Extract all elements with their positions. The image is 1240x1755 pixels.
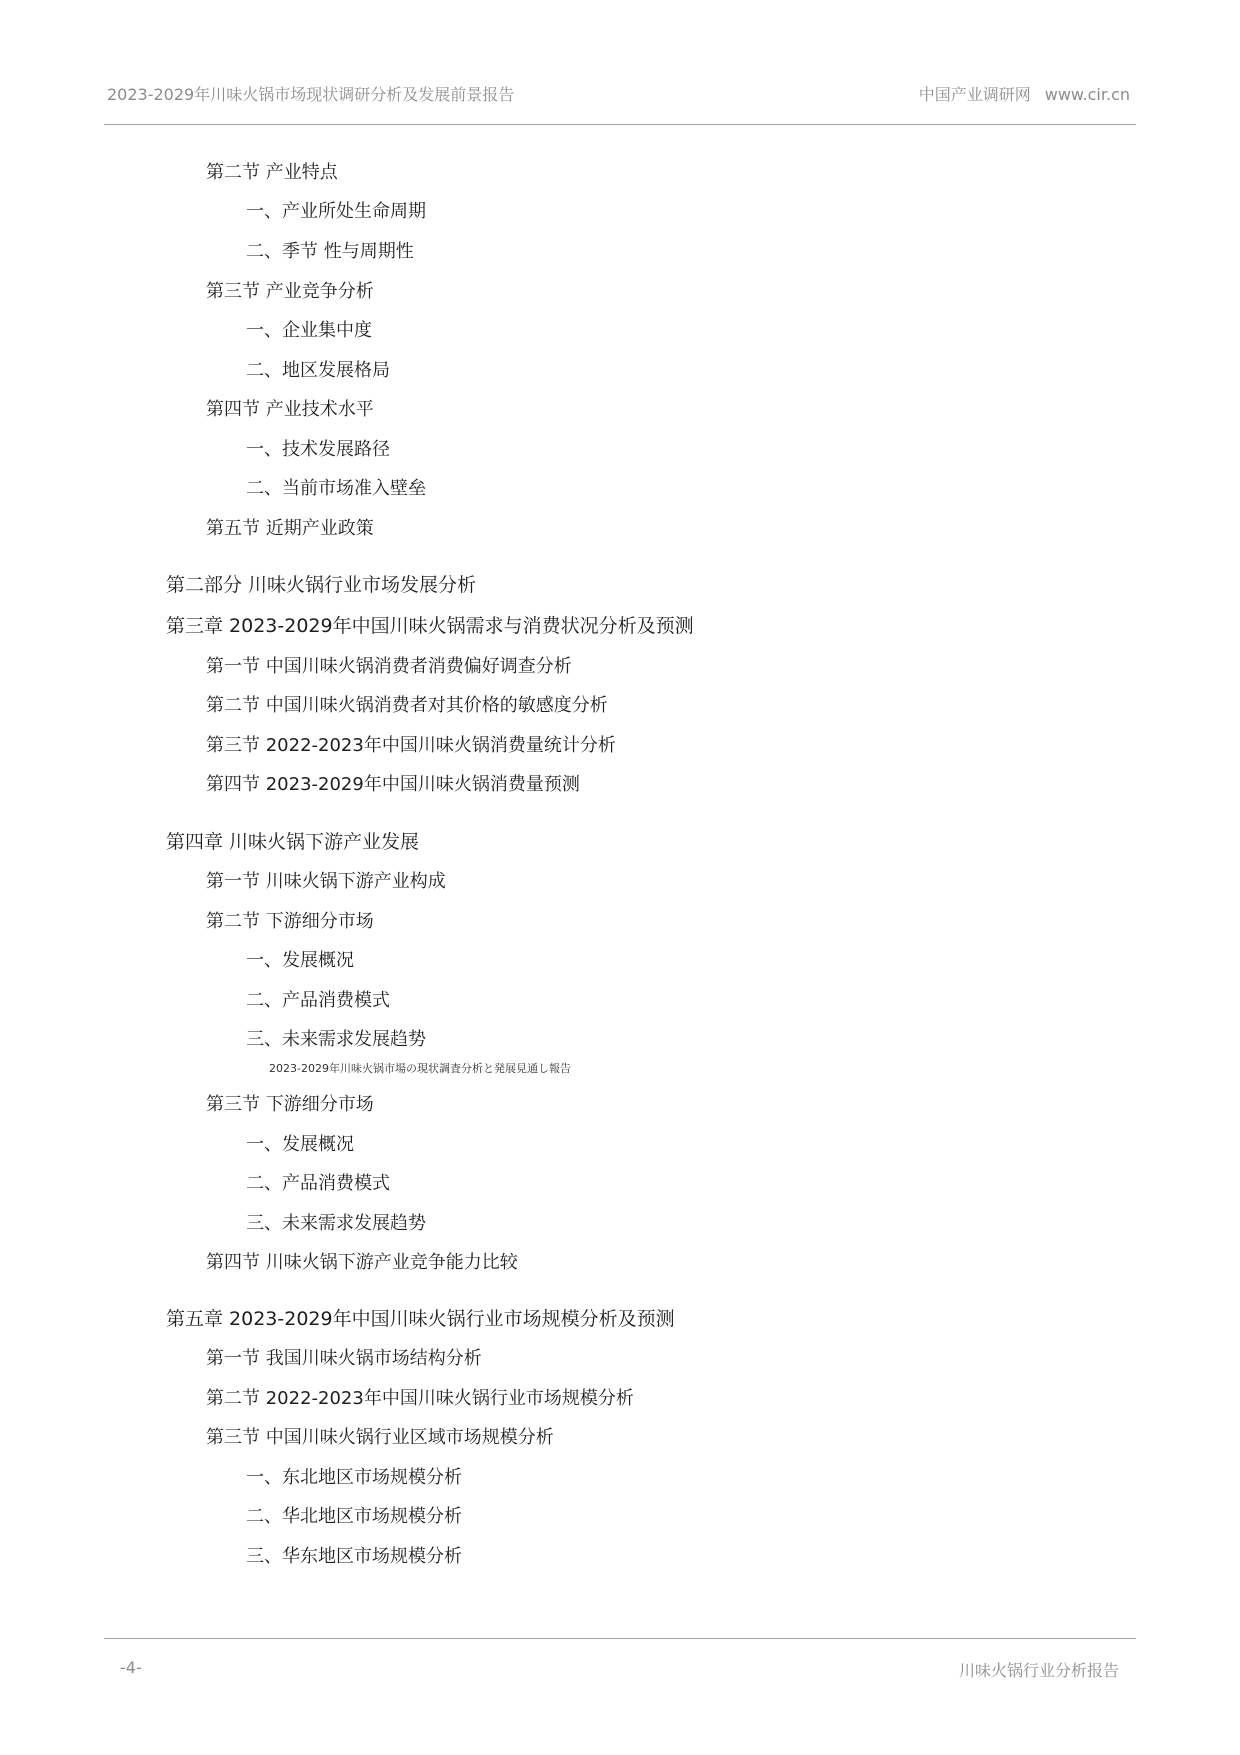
toc-section: 第三节 2022-2023年中国川味火锅消费量统计分析 xyxy=(206,735,616,756)
toc-section: 第二节 2022-2023年中国川味火锅行业市场规模分析 xyxy=(206,1388,634,1409)
toc-item: 二、华北地区市场规模分析 xyxy=(246,1506,462,1527)
toc-section: 第二节 下游细分市场 xyxy=(206,911,374,932)
toc-section: 第三节 下游细分市场 xyxy=(206,1094,374,1115)
toc-part: 第二部分 川味火锅行业市场发展分析 xyxy=(166,574,477,596)
toc-section: 第四节 川味火锅下游产业竞争能力比较 xyxy=(206,1252,518,1273)
toc-section: 第四节 产业技术水平 xyxy=(206,399,374,420)
japanese-title-note: 2023-2029年川味火锅市場の現状調査分析と発展見通し報告 xyxy=(269,1062,571,1075)
toc-section: 第一节 川味火锅下游产业构成 xyxy=(206,871,446,892)
toc-item: 一、企业集中度 xyxy=(246,320,372,341)
toc-section: 第二节 产业特点 xyxy=(206,162,338,183)
toc-item: 一、东北地区市场规模分析 xyxy=(246,1467,462,1488)
toc-item: 二、产品消费模式 xyxy=(246,1173,390,1194)
toc-section: 第三节 产业竞争分析 xyxy=(206,281,374,302)
toc-item: 一、发展概况 xyxy=(246,1134,354,1155)
header-site-url: www.cir.cn xyxy=(1044,85,1130,104)
header-divider xyxy=(104,124,1136,125)
toc-item: 一、产业所处生命周期 xyxy=(246,201,426,222)
toc-chapter: 第三章 2023-2029年中国川味火锅需求与消费状况分析及预测 xyxy=(166,615,694,637)
header-site xyxy=(919,82,1130,105)
toc-section: 第一节 中国川味火锅消费者消费偏好调查分析 xyxy=(206,656,572,677)
toc-section: 第二节 中国川味火锅消费者对其价格的敏感度分析 xyxy=(206,695,608,716)
header-site-name: 中国产业调研网 xyxy=(918,85,1031,104)
toc-item: 三、华东地区市场规模分析 xyxy=(246,1546,462,1567)
toc-section: 第四节 2023-2029年中国川味火锅消费量预测 xyxy=(206,774,580,795)
toc-item: 二、产品消费模式 xyxy=(246,990,390,1011)
header-report-title: 2023-2029年川味火锅市场现状调研分析及发展前景报告 xyxy=(107,85,515,104)
toc-item: 二、地区发展格局 xyxy=(246,360,390,381)
page-number: -4- xyxy=(120,1658,142,1677)
toc-item: 一、技术发展路径 xyxy=(246,439,390,460)
toc-section: 第一节 我国川味火锅市场结构分析 xyxy=(206,1348,482,1369)
toc-item: 三、未来需求发展趋势 xyxy=(246,1213,426,1234)
toc-section: 第三节 中国川味火锅行业区域市场规模分析 xyxy=(206,1427,554,1448)
footer-report-name: 川味火锅行业分析报告 xyxy=(958,1661,1119,1680)
footer-divider xyxy=(104,1638,1136,1639)
toc-item: 一、发展概况 xyxy=(246,950,354,971)
toc-item: 三、未来需求发展趋势 xyxy=(246,1029,426,1050)
toc-item: 二、季节 性与周期性 xyxy=(246,241,414,262)
toc-chapter: 第四章 川味火锅下游产业发展 xyxy=(166,831,420,853)
toc-item: 二、当前市场准入壁垒 xyxy=(246,478,426,499)
toc-chapter: 第五章 2023-2029年中国川味火锅行业市场规模分析及预测 xyxy=(166,1308,675,1330)
toc-section: 第五节 近期产业政策 xyxy=(206,518,374,539)
